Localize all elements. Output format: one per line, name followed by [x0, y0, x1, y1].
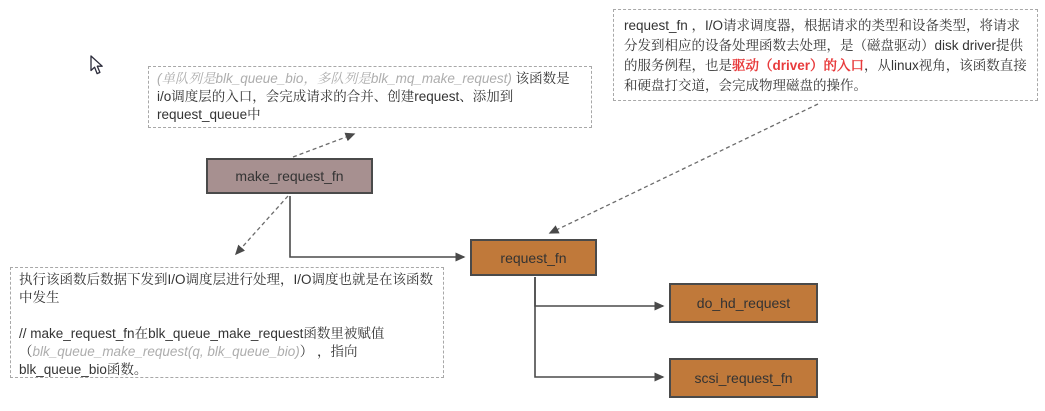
note-io-scheduling[interactable]	[10, 267, 444, 378]
note-text: ，从linux视角，该函数直接和硬盘打交道，会完成物理磁盘的操作。	[624, 58, 1027, 93]
note-paragraph	[19, 325, 435, 379]
edge-make-request-fn-to-topleft-note[interactable]	[293, 134, 354, 157]
note-text: request_fn ，I/O请求调度器，根据请求的类型和设备类型，将请求分发到相应的设备处理函数去处理，是（磁盘驱动）disk driver提供的服务例程，也是	[624, 18, 1024, 73]
note-subtitle: (单队列是blk_queue_bio，多队列是blk_mq_make_request)	[157, 71, 512, 86]
node-do-hd-request[interactable]	[669, 283, 818, 323]
node-label: request_fn	[500, 249, 567, 266]
edge-make-request-fn-to-bottomleft-note[interactable]	[236, 196, 288, 254]
note-text: 该函数是i/o调度层的入口，会完成请求的合并、创建request、添加到request_queue中	[157, 71, 570, 122]
note-text: ） ，指向blk_queue_bio函数。	[19, 344, 358, 377]
node-make-request-fn[interactable]	[206, 158, 373, 194]
node-request-fn[interactable]	[470, 239, 597, 276]
edge-make-request-fn-to-request-fn[interactable]	[290, 196, 464, 257]
edge-request-fn-to-scsi-request-fn[interactable]	[535, 277, 663, 377]
mouse-cursor-icon	[90, 55, 105, 76]
note-highlight-red: 驱动（driver）的入口	[732, 58, 865, 73]
node-label: scsi_request_fn	[694, 370, 793, 386]
note-paragraph: 执行该函数后数据下发到I/O调度层进行处理，I/O调度也就是在该函数中发生	[19, 272, 434, 305]
note-text: // make_request_fn在blk_queue_make_request函数里被赋值（	[19, 326, 385, 359]
note-make-request-fn[interactable]	[148, 66, 592, 128]
node-label: do_hd_request	[696, 295, 791, 311]
note-code-gray: blk_queue_make_request(q, blk_queue_bio)	[32, 344, 300, 359]
note-request-fn[interactable]	[613, 9, 1038, 101]
note-blank-line	[19, 307, 435, 325]
node-label: make_request_fn	[235, 168, 344, 184]
edge-request-fn-to-do-hd-request[interactable]	[535, 277, 663, 306]
node-scsi-request-fn[interactable]	[669, 358, 818, 398]
